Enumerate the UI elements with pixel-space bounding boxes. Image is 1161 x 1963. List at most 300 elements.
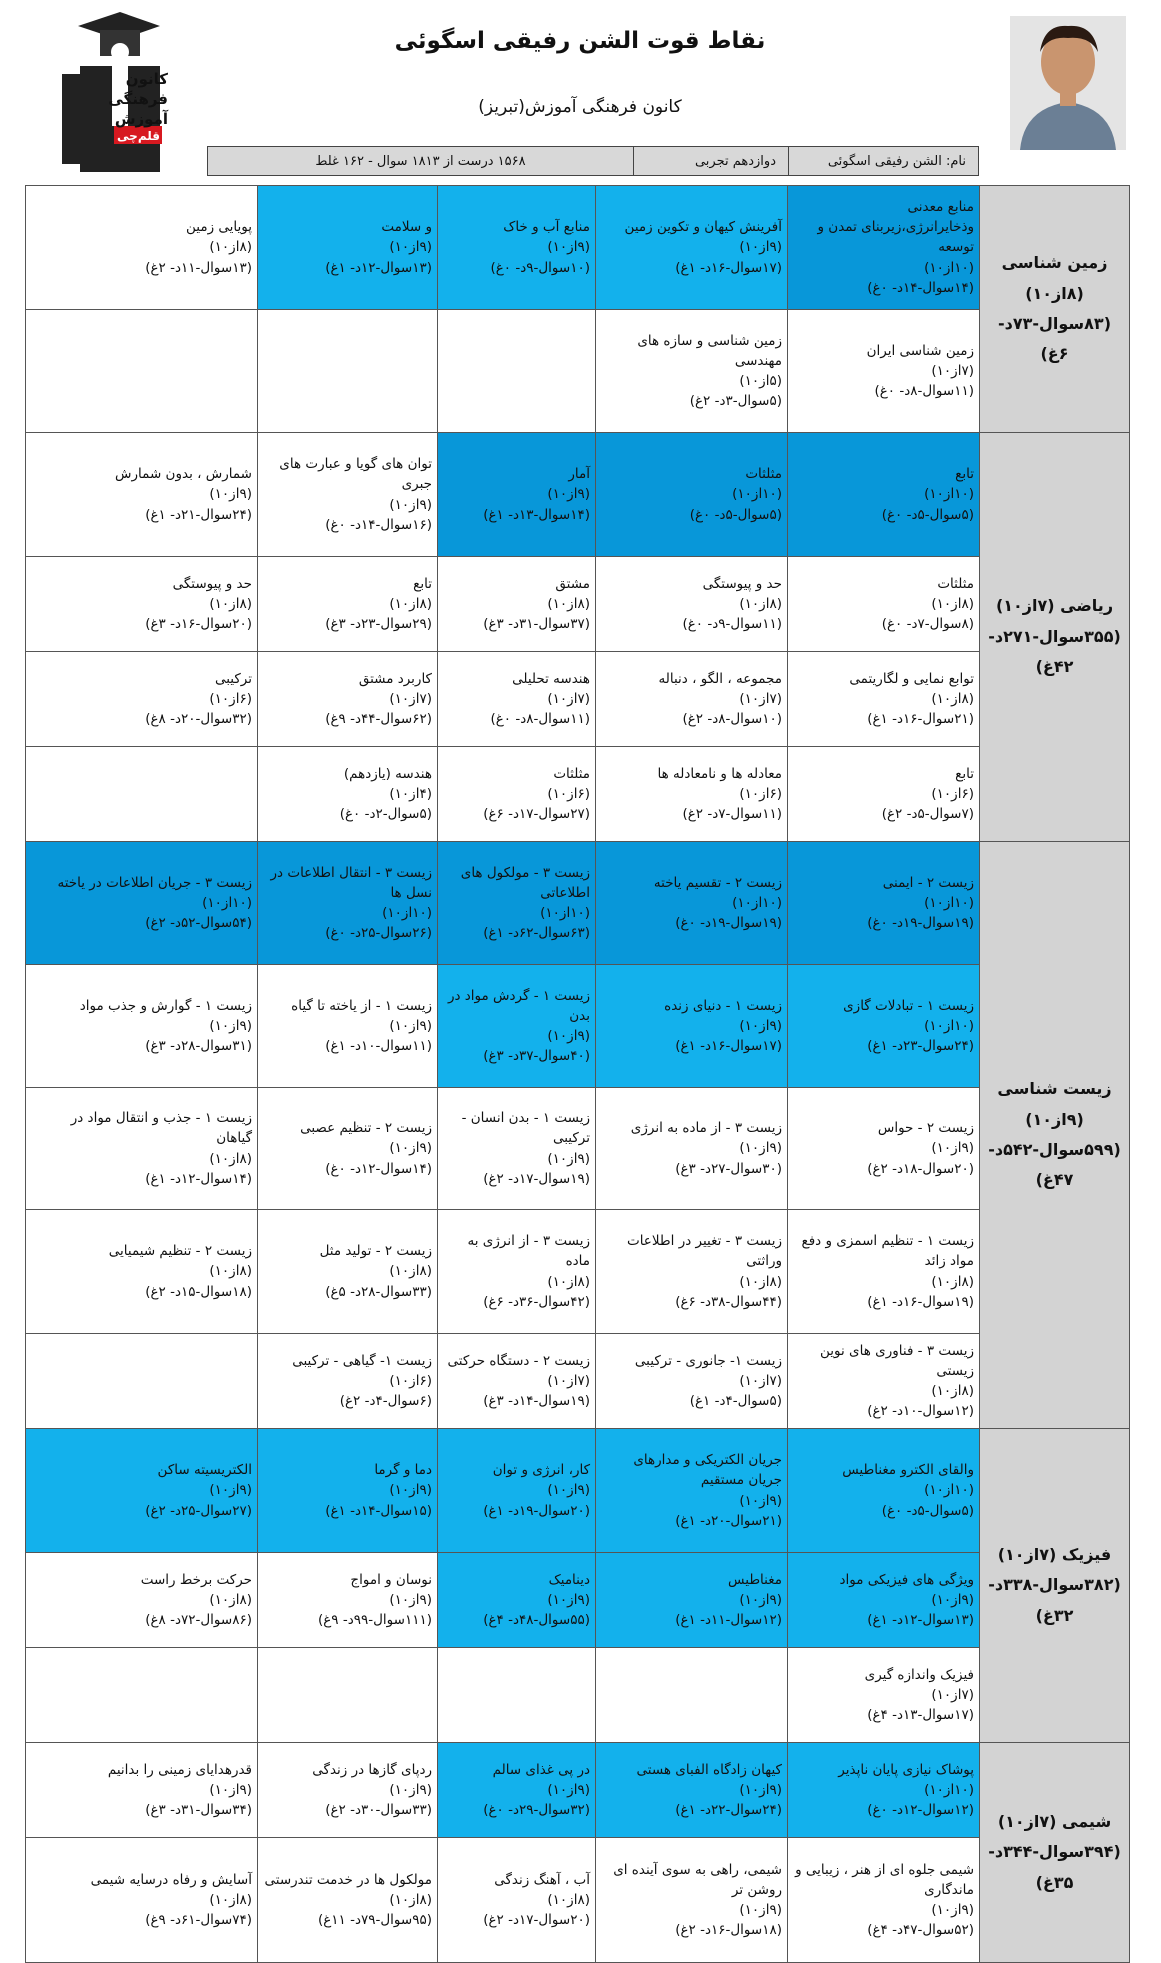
subject-stats: (۸۳سوال-۷۳د- ۶غ): [997, 314, 1111, 364]
topic-stats: (۷سوال-۵د- ۲غ): [881, 806, 974, 823]
topic-stats: (۱۸سوال-۱۵د- ۲غ): [145, 1283, 252, 1300]
topic-name: زیست ۳ - از ماده به انرژی: [630, 1120, 782, 1137]
topic-score: (۹از۱۰): [389, 1591, 432, 1608]
topic-score: (۸از۱۰): [547, 1891, 590, 1908]
topic-cell: [26, 1743, 258, 1838]
topic-cell: [596, 310, 788, 433]
topic-name: زیست ۲ - حواس: [877, 1120, 974, 1137]
topic-score: (۸از۱۰): [209, 1263, 252, 1280]
topic-stats: (۶سوال-۴د- ۲غ): [339, 1393, 432, 1410]
topic-stats: (۹۵سوال-۷۹د- ۱۱غ): [317, 1912, 432, 1929]
topic-score: (۱۰از۱۰): [540, 905, 590, 921]
topic-cell: [596, 842, 788, 965]
topic-stats: (۲۶سوال-۲۵د- ۰غ): [325, 925, 432, 942]
table-row: [26, 1429, 1130, 1553]
topic-score: (۸از۱۰): [931, 1383, 974, 1399]
topic-cell: [596, 747, 788, 842]
topic-cell: [788, 1088, 980, 1210]
topic-name: تابع: [955, 765, 974, 782]
table-row: [26, 652, 1130, 747]
topic-name: دما و گرما: [374, 1462, 432, 1479]
topic-stats: (۵۵سوال-۴۸د- ۴غ): [483, 1612, 590, 1629]
kanoon-logo: [50, 8, 195, 176]
topic-name: ویژگی های فیزیکی مواد: [839, 1571, 974, 1588]
topic-cell: [788, 557, 980, 652]
topic-cell: [438, 1553, 596, 1648]
table-row: [26, 1553, 1130, 1648]
topic-cell: [438, 965, 596, 1088]
topic-name: کیهان زادگاه الفبای هستی: [636, 1761, 782, 1778]
topic-cell: [788, 1553, 980, 1648]
topic-score: (۸از۱۰): [547, 595, 590, 612]
topic-name: زیست ۱ - دنیای زنده: [664, 997, 782, 1014]
topic-name: مغناطیس: [728, 1571, 782, 1588]
topic-score: (۶از۱۰): [547, 785, 590, 802]
topic-name: پویایی زمین: [185, 219, 252, 236]
topic-stats: (۵سوال-۲د- ۰غ): [339, 806, 432, 823]
topic-name: زیست ۳ - مولکول های اطلاعاتی: [460, 864, 590, 901]
student-photo: [1010, 16, 1126, 150]
topic-stats: (۵سوال-۵د- ۰غ): [881, 1502, 974, 1519]
topic-cell: [438, 652, 596, 747]
topic-stats: (۲۰سوال-۱۸د- ۲غ): [867, 1160, 974, 1177]
topic-name: هندسه تحلیلی: [512, 670, 590, 687]
topic-stats: (۲۷سوال-۲۵د- ۲غ): [145, 1502, 252, 1519]
topic-name: حد و پیوستگی: [172, 575, 252, 592]
topic-stats: (۱۹سوال-۱۹د- ۰غ): [675, 915, 782, 932]
topic-score: (۹از۱۰): [209, 1781, 252, 1798]
topic-cell: [788, 842, 980, 965]
topic-stats: (۱۷سوال-۱۶د- ۱غ): [675, 1038, 782, 1055]
topic-score: (۸از۱۰): [931, 1273, 974, 1290]
topic-cell: [788, 747, 980, 842]
topic-name: زیست ۲ - تقسیم یاخته: [653, 874, 782, 891]
page-subtitle: کانون فرهنگی آموزش(تبریز): [478, 97, 682, 117]
topic-name: زیست ۱ - گردش مواد در بدن: [447, 987, 590, 1024]
student-info-bar: [207, 146, 979, 176]
topic-stats: (۳۲سوال-۲۹د- ۰غ): [483, 1802, 590, 1819]
topic-score: (۹از۱۰): [739, 239, 782, 256]
topic-stats: (۶۲سوال-۴۴د- ۹غ): [325, 711, 432, 728]
topic-cell: [26, 1553, 258, 1648]
topic-name: قدرهدایای زمینی را بدانیم: [107, 1761, 252, 1778]
topic-cell: [258, 1088, 438, 1210]
topic-name: مثلثات: [745, 466, 782, 483]
topic-cell: [26, 965, 258, 1088]
topic-stats: (۸سوال-۷د- ۰غ): [881, 616, 974, 633]
topic-score: (۸از۱۰): [931, 595, 974, 612]
topic-name: زمین شناسی ایران: [866, 342, 974, 359]
topic-cell: [438, 842, 596, 965]
topic-stats: (۵سوال-۴د- ۱غ): [689, 1393, 782, 1410]
topic-name: معادله ها و نامعادله ها: [657, 765, 782, 782]
topic-cell: [596, 433, 788, 557]
topic-stats: (۱۱سوال-۸د- ۰غ): [490, 711, 590, 728]
topic-cell: [788, 1334, 980, 1429]
topic-stats: (۴۲سوال-۳۶د- ۶غ): [483, 1293, 590, 1310]
table-row: [26, 842, 1130, 965]
topic-cell: [438, 1838, 596, 1963]
student-name: نام: الشن رفیقی اسگوئی: [788, 147, 978, 175]
topic-name: الکتریسیته ساکن: [157, 1462, 252, 1479]
topic-stats: (۱۶سوال-۱۴د- ۰غ): [325, 516, 432, 533]
logo-word-2: فرهنگی: [108, 90, 168, 108]
topic-score: (۸از۱۰): [209, 595, 252, 612]
strengths-table: [25, 185, 1130, 1963]
topic-cell: [438, 433, 596, 557]
topic-cell: [26, 652, 258, 747]
topic-name: فیزیک واندازه گیری: [864, 1666, 974, 1683]
topic-stats: (۲۰سوال-۱۹د- ۱غ): [483, 1502, 590, 1519]
topic-stats: (۱۳سوال-۱۱د- ۲غ): [145, 259, 252, 276]
topic-score: (۹از۱۰): [931, 1591, 974, 1608]
topic-cell: [788, 1210, 980, 1334]
topic-cell: [596, 1838, 788, 1963]
topic-score: (۹از۱۰): [389, 1140, 432, 1157]
topic-name: زیست ۲ - تنظیم شیمیایی: [108, 1243, 252, 1260]
topic-stats: (۱۳سوال-۱۲د- ۱غ): [867, 1612, 974, 1629]
topic-stats: (۱۴سوال-۱۳د- ۱غ): [483, 506, 590, 523]
topic-score: (۹از۱۰): [739, 1492, 782, 1509]
topic-name: زیست ۱ - تنظیم اسمزی و دفع مواد زائد: [801, 1233, 974, 1270]
topic-cell: [258, 1553, 438, 1648]
topic-score: (۹از۱۰): [547, 1482, 590, 1499]
topic-name: منابع آب و خاک: [503, 219, 590, 236]
topic-name: منابع معدنی وذخایرانرژی،زیربنای تمدن و توسعه: [817, 198, 974, 256]
topic-stats: (۲۰سوال-۱۶د- ۳غ): [145, 616, 252, 633]
topic-score: (۹از۱۰): [931, 1140, 974, 1157]
topic-name: زیست ۲ - تولید مثل: [319, 1243, 432, 1260]
topic-score: (۷از۱۰): [547, 1372, 590, 1389]
topic-stats: (۱۷سوال-۱۶د- ۱غ): [675, 259, 782, 276]
topic-score: (۱۰از۱۰): [732, 894, 782, 911]
table-row: [26, 557, 1130, 652]
table-row: [26, 1838, 1130, 1963]
logo-word-3: آموزش: [114, 110, 168, 128]
topic-cell: [438, 186, 596, 310]
empty-cell: [438, 1648, 596, 1743]
topic-cell: [26, 1838, 258, 1963]
subject-stats: (۳۹۴سوال-۳۴۴د- ۳۵غ): [988, 1842, 1121, 1892]
topic-name: آب ، آهنگ زندگی: [494, 1871, 590, 1888]
topic-score: (۱۰از۱۰): [924, 1017, 974, 1034]
topic-cell: [258, 965, 438, 1088]
table-row: [26, 747, 1130, 842]
topic-cell: [26, 1210, 258, 1334]
topic-score: (۱۰از۱۰): [924, 1781, 974, 1798]
topic-stats: (۱۱سوال-۹د- ۰غ): [682, 616, 782, 633]
empty-cell: [26, 310, 258, 433]
topic-name: و سلامت: [381, 219, 432, 236]
topic-score: (۸از۱۰): [389, 595, 432, 612]
topic-name: آفرینش کیهان و تکوین زمین: [624, 219, 782, 236]
topic-cell: [788, 433, 980, 557]
topic-name: زیست ۳ - فناوری های نوین زیستی: [820, 1342, 974, 1379]
topic-score: (۹از۱۰): [547, 486, 590, 503]
topic-score: (۶از۱۰): [389, 1372, 432, 1389]
topic-score: (۷از۱۰): [739, 1372, 782, 1389]
table-row: [26, 1088, 1130, 1210]
topic-score: (۸از۱۰): [209, 239, 252, 256]
topic-name: زیست ۳ - جریان اطلاعات در یاخته: [57, 874, 252, 891]
topic-score: (۱۰از۱۰): [924, 1482, 974, 1499]
topic-cell: [596, 1429, 788, 1553]
topic-score: (۱۰از۱۰): [202, 894, 252, 911]
topic-name: زیست ۱ - بدن انسان - ترکیبی: [461, 1110, 590, 1147]
topic-score: (۶از۱۰): [209, 690, 252, 707]
topic-cell: [596, 965, 788, 1088]
topic-score: (۹از۱۰): [389, 239, 432, 256]
topic-name: زیست ۱ - از یاخته تا گیاه: [291, 997, 432, 1014]
topic-stats: (۱۲سوال-۱۱د- ۱غ): [675, 1612, 782, 1629]
topic-stats: (۳۲سوال-۲۰د- ۸غ): [145, 711, 252, 728]
subject-label: فیزیک (۷از۱۰): [997, 1544, 1112, 1564]
empty-cell: [26, 1334, 258, 1429]
overall-summary: ۱۵۶۸ درست از ۱۸۱۳ سوال - ۱۶۲ غلط: [315, 153, 526, 169]
topic-name: دینامیک: [548, 1571, 590, 1588]
topic-score: (۹از۱۰): [209, 486, 252, 503]
topic-stats: (۴۴سوال-۳۸د- ۶غ): [675, 1293, 782, 1310]
topic-stats: (۲۴سوال-۲۲د- ۱غ): [675, 1802, 782, 1819]
topic-cell: [596, 1210, 788, 1334]
topic-score: (۹از۱۰): [931, 1902, 974, 1918]
topic-score: (۹از۱۰): [389, 1781, 432, 1798]
page-title: نقاط قوت الشن رفیقی اسگوئی: [394, 28, 766, 54]
topic-name: زیست ۳ - انتقال اطلاعات در نسل ها: [270, 864, 432, 901]
topic-cell: [26, 557, 258, 652]
topic-stats: (۳۳سوال-۳۰د- ۲غ): [325, 1802, 432, 1819]
topic-score: (۸از۱۰): [547, 1273, 590, 1290]
topic-cell: [258, 433, 438, 557]
topic-cell: [258, 747, 438, 842]
topic-name: تابع: [413, 575, 432, 592]
topic-score: (۸از۱۰): [209, 1591, 252, 1608]
topic-cell: [26, 433, 258, 557]
topic-score: (۷از۱۰): [389, 690, 432, 707]
topic-stats: (۱۱۱سوال-۹۹د- ۹غ): [317, 1612, 432, 1629]
topic-cell: [596, 652, 788, 747]
empty-cell: [258, 1648, 438, 1743]
topic-score: (۱۰از۱۰): [924, 259, 974, 276]
topic-name: زیست ۲ - تنظیم عصبی: [300, 1120, 432, 1137]
topic-stats: (۱۹سوال-۱۷د- ۲غ): [483, 1170, 590, 1187]
topic-name: ترکیبی: [214, 670, 252, 687]
topic-score: (۹از۱۰): [739, 1591, 782, 1608]
topic-stats: (۱۲سوال-۱۰د- ۲غ): [867, 1403, 974, 1420]
topic-score: (۹از۱۰): [547, 239, 590, 256]
topic-score: (۹از۱۰): [739, 1140, 782, 1157]
topic-stats: (۱۰سوال-۹د- ۰غ): [490, 259, 590, 276]
topic-cell: [26, 1088, 258, 1210]
topic-stats: (۷۴سوال-۶۱د- ۹غ): [145, 1912, 252, 1929]
topic-stats: (۱۵سوال-۱۴د- ۱غ): [325, 1502, 432, 1519]
topic-score: (۹از۱۰): [389, 1017, 432, 1034]
subject-label: زیست شناسی (۹از۱۰): [997, 1079, 1112, 1129]
topic-cell: [26, 842, 258, 965]
topic-cell: [788, 1648, 980, 1743]
topic-stats: (۵سوال-۳د- ۲غ): [689, 393, 782, 410]
topic-name: حرکت برخط راست: [140, 1571, 252, 1588]
topic-name: زیست ۳ - از انرژی به ماده: [467, 1233, 590, 1270]
topic-score: (۹از۱۰): [389, 1482, 432, 1499]
empty-cell: [26, 747, 258, 842]
topic-name: شمارش ، بدون شمارش: [115, 466, 252, 483]
topic-stats: (۱۱سوال-۸د- ۰غ): [874, 383, 974, 400]
topic-stats: (۵۲سوال-۴۷د- ۴غ): [867, 1922, 974, 1939]
topic-stats: (۱۱سوال-۷د- ۲غ): [682, 806, 782, 823]
topic-score: (۱۰از۱۰): [924, 894, 974, 911]
topic-name: کار، انرژی و توان: [492, 1462, 590, 1479]
topic-stats: (۱۹سوال-۱۶د- ۱غ): [867, 1293, 974, 1310]
topic-stats: (۳۱سوال-۲۸د- ۳غ): [145, 1038, 252, 1055]
subject-cell: [980, 186, 1130, 433]
topic-cell: [438, 1743, 596, 1838]
topic-stats: (۳۰سوال-۲۷د- ۳غ): [675, 1160, 782, 1177]
topic-name: مشتق: [555, 575, 590, 592]
topic-score: (۹از۱۰): [739, 1017, 782, 1034]
topic-stats: (۶۳سوال-۶۲د- ۱غ): [483, 925, 590, 942]
topic-stats: (۱۹سوال-۱۴د- ۳غ): [483, 1393, 590, 1410]
subject-stats: (۳۸۲سوال-۳۳۸د- ۳۲غ): [988, 1575, 1121, 1625]
topic-score: (۷از۱۰): [931, 362, 974, 379]
topic-name: آمار: [568, 466, 590, 483]
table-row: [26, 1210, 1130, 1334]
topic-score: (۹از۱۰): [739, 1902, 782, 1918]
table-row: [26, 965, 1130, 1088]
topic-name: زیست ۱- جانوری - ترکیبی: [634, 1352, 782, 1369]
topic-name: زیست ۱ - جذب و انتقال مواد در گیاهان: [70, 1110, 252, 1147]
topic-score: (۱۰از۱۰): [382, 905, 432, 921]
topic-stats: (۱۹سوال-۱۹د- ۰غ): [867, 915, 974, 932]
topic-stats: (۲۹سوال-۲۳د- ۳غ): [325, 616, 432, 633]
topic-cell: [258, 557, 438, 652]
topic-name: پوشاک نیازی پایان ناپذیر: [838, 1761, 974, 1778]
topic-stats: (۱۴سوال-۱۴د- ۰غ): [867, 279, 974, 296]
topic-score: (۹از۱۰): [209, 1017, 252, 1034]
topic-name: آسایش و رفاه درسایه شیمی: [90, 1871, 252, 1888]
topic-score: (۷از۱۰): [547, 690, 590, 707]
topic-stats: (۸۶سوال-۷۲د- ۸غ): [145, 1612, 252, 1629]
topic-stats: (۵سوال-۵د- ۰غ): [881, 506, 974, 523]
topic-name: شیمی، راهی به سوی آینده ای روشن تر: [613, 1861, 782, 1898]
topic-cell: [438, 747, 596, 842]
topic-name: ردپای گازها در زندگی: [312, 1761, 432, 1778]
topic-score: (۷از۱۰): [931, 1686, 974, 1703]
topic-stats: (۲۱سوال-۱۶د- ۱غ): [867, 711, 974, 728]
topic-score: (۶از۱۰): [931, 785, 974, 802]
topic-name: زمین شناسی و سازه های مهندسی: [637, 332, 782, 369]
topic-name: هندسه (یازدهم): [343, 765, 432, 782]
subject-cell: [980, 842, 1130, 1429]
topic-cell: [788, 1743, 980, 1838]
topic-cell: [258, 186, 438, 310]
topic-name: زیست ۱ - گوارش و جذب مواد: [79, 997, 252, 1014]
subject-label: شیمی (۷از۱۰): [997, 1811, 1112, 1831]
topic-cell: [596, 1334, 788, 1429]
topic-stats: (۱۴سوال-۱۲د- ۱غ): [145, 1170, 252, 1187]
topic-cell: [788, 186, 980, 310]
table-row: [26, 186, 1130, 310]
topic-name: در پی غذای سالم: [492, 1761, 590, 1778]
topic-score: (۱۰از۱۰): [924, 486, 974, 503]
topic-cell: [596, 1743, 788, 1838]
topic-stats: (۲۴سوال-۲۱د- ۱غ): [145, 506, 252, 523]
topic-score: (۸از۱۰): [389, 1263, 432, 1280]
subject-stats: (۳۵۵سوال-۲۷۱د- ۴۲غ): [988, 626, 1121, 677]
empty-cell: [438, 310, 596, 433]
topic-score: (۹از۱۰): [547, 1150, 590, 1167]
topic-cell: [258, 1210, 438, 1334]
topic-score: (۹از۱۰): [547, 1591, 590, 1608]
topic-stats: (۲۰سوال-۱۷د- ۲غ): [483, 1912, 590, 1929]
topic-stats: (۳۷سوال-۳۱د- ۳غ): [483, 616, 590, 633]
topic-name: زیست ۱ - تبادلات گازی: [843, 997, 974, 1014]
topic-score: (۱۰از۱۰): [732, 486, 782, 503]
topic-name: مجموعه ، الگو ، دنباله: [658, 670, 782, 687]
logo-word-4: قلم‌چی: [117, 129, 160, 143]
topic-name: کاربرد مشتق: [358, 670, 432, 687]
topic-name: توان های گویا و عبارت های جبری: [279, 456, 432, 493]
topic-score: (۹از۱۰): [739, 1781, 782, 1798]
topic-score: (۸از۱۰): [209, 1150, 252, 1167]
topic-cell: [788, 965, 980, 1088]
topic-stats: (۱۲سوال-۱۲د- ۰غ): [867, 1802, 974, 1819]
topic-score: (۹از۱۰): [547, 1781, 590, 1798]
topic-name: شیمی جلوه ای از هنر ، زیبایی و ماندگاری: [795, 1861, 974, 1898]
topic-name: مولکول ها در خدمت تندرستی: [264, 1871, 432, 1888]
topic-name: حد و پیوستگی: [702, 575, 782, 592]
topic-stats: (۱۱سوال-۱۰د- ۱غ): [325, 1038, 432, 1055]
topic-stats: (۲۱سوال-۲۰د- ۱غ): [675, 1512, 782, 1529]
topic-cell: [788, 652, 980, 747]
table-row: [26, 310, 1130, 433]
topic-stats: (۳۳سوال-۲۸د- ۵غ): [325, 1283, 432, 1300]
topic-score: (۸از۱۰): [931, 690, 974, 707]
topic-name: زیست ۱- گیاهی - ترکیبی: [292, 1352, 432, 1369]
subject-label: ریاضی (۷از۱۰): [995, 596, 1114, 616]
subject-stats: (۵۹۹سوال-۵۴۲د- ۴۷غ): [988, 1140, 1121, 1190]
topic-name: مثلثات: [937, 575, 974, 592]
topic-cell: [438, 1088, 596, 1210]
topic-name: زیست ۲ - ایمنی: [882, 874, 974, 891]
topic-score: (۷از۱۰): [739, 690, 782, 707]
topic-cell: [788, 1429, 980, 1553]
topic-score: (۵از۱۰): [739, 373, 782, 389]
topic-score: (۶از۱۰): [739, 785, 782, 802]
topic-name: والقای الکترو مغناطیس: [842, 1462, 974, 1479]
topic-cell: [438, 1210, 596, 1334]
topic-name: توابع نمایی و لگاریتمی: [849, 670, 974, 687]
topic-score: (۹از۱۰): [547, 1028, 590, 1044]
topic-stats: (۲۷سوال-۱۷د- ۶غ): [483, 806, 590, 823]
topic-cell: [258, 1334, 438, 1429]
topic-stats: (۳۴سوال-۳۱د- ۳غ): [145, 1802, 252, 1819]
topic-name: نوسان و امواج: [350, 1571, 432, 1588]
topic-score: (۹از۱۰): [209, 1482, 252, 1499]
subject-cell: [980, 1429, 1130, 1743]
topic-cell: [438, 1334, 596, 1429]
topic-stats: (۴۰سوال-۳۷د- ۳غ): [483, 1048, 590, 1065]
topic-stats: (۵سوال-۵د- ۰غ): [689, 506, 782, 523]
topic-cell: [26, 186, 258, 310]
table-row: [26, 1743, 1130, 1838]
table-row: [26, 1648, 1130, 1743]
table-row: [26, 433, 1130, 557]
subject-label: زمین شناسی (۸از۱۰): [1001, 253, 1108, 303]
empty-cell: [258, 310, 438, 433]
topic-score: (۸از۱۰): [209, 1891, 252, 1908]
topic-stats: (۵۴سوال-۵۲د- ۲غ): [145, 915, 252, 932]
